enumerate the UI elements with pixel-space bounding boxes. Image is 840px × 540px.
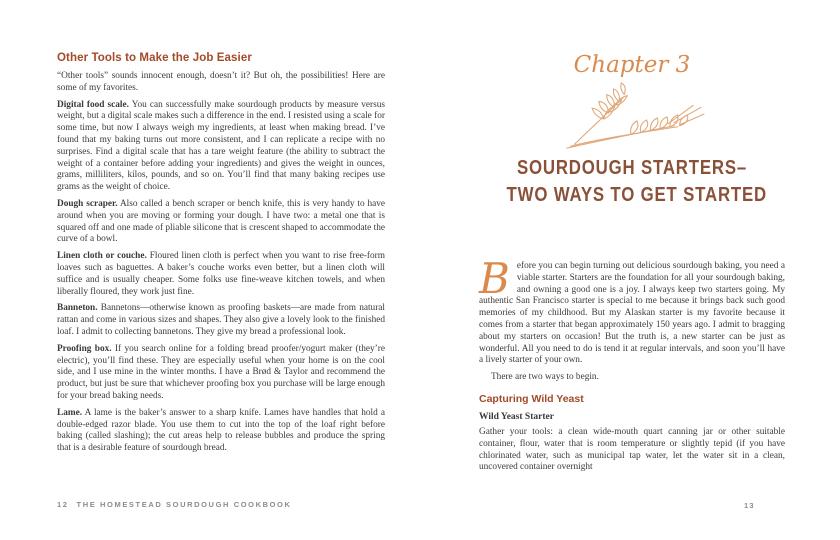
entry-text: Floured linen cloth is perfect when you want to rise free-form loaves such as baguettes. A baker’s couche works even better, but a linen cloth will suffice and is usually cheaper. Some folks use fine-weave kitchen towels, and when liberally floured, they work just fine. (57, 251, 385, 297)
chapter-title-line2: TWO WAYS TO GET STARTED (506, 183, 767, 206)
entry-lame (57, 408, 385, 455)
entry-linen-cloth (57, 251, 385, 298)
gather-tools-paragraph: Gather your tools: a clean wide-mouth quart canning jar or other suitable container, flour, water that is room temperature or slightly tepid (if you have chlorinated water, such as municipal tap water, let the water sit in a clean, uncovered container overnight (479, 426, 785, 473)
entry-text: You can successfully make sourdough products by measure versus weight, but a digital scale makes such a difference in the end. I resisted using a scale for some time, but now I always weigh my ingredients, at least when making bread. I’ve found that my baking turns out more consistent, and I can replicate a recipe with no surprises. Find a digital scale that has a tare weight feature (the ability to subtract the weight of a container before adding your ingredients) and gives the weight in ounces, grams, milliliters, kilos, pounds, and so on. You’ll find that many baking recipes use grams as the weight of choice. (57, 99, 385, 193)
entry-dough-scraper (57, 199, 385, 246)
entry-term: Linen cloth or couche. (57, 251, 147, 262)
entry-text: If you search online for a folding bread proofer/yogurt maker (they’re electric), you’ll find these. They are especially useful when your home is on the cool side, and I use mine in the winter months. I have a Brød & Taylor and recommend the product, but just be sure that whichever proofing box you purchase will be large enough for your bread baking needs. (57, 343, 385, 401)
left-page-number: 12 (57, 500, 69, 509)
left-page-heading: Other Tools to Make the Job Easier (57, 52, 252, 64)
entry-term: Banneton. (57, 303, 98, 314)
entry-banneton (57, 303, 385, 338)
entry-proofing-box (57, 344, 385, 403)
entry-term: Digital food scale. (57, 99, 129, 110)
right-page-column (479, 254, 785, 474)
entry-text: A lame is the baker’s answer to a sharp knife. Lames have handles that hold a double-edged razor blade. You use them to cut into the top of the loaf right before baking (called slashing); the cut areas help to release bubbles and produce the spring that is a desirable feature of sourdough bread. (57, 407, 385, 454)
entry-term: Dough scraper. (57, 198, 118, 209)
entry-text: Also called a bench scraper or bench knife, this is very handy to have around when you are moving or forming your dough. I have two: a metal one that is squared off and one made of pliable silicone that is crescent shaped to accommodate the curve of a bowl. (57, 198, 385, 245)
entry-term: Lame. (57, 407, 83, 418)
entry-digital-food-scale (57, 100, 385, 194)
dropcap-letter: B (479, 254, 510, 303)
chapter-intro-paragraph (479, 254, 785, 367)
section-heading: Capturing Wild Yeast (479, 392, 584, 405)
chapter-intro-text: efore you can begin turning out delicious sourdough baking, you need a viable starter. Starters are the foundation for all your sourdough baking, and owning a good one is a joy. I always keep two starters going. My authentic San Francisco starter is special to me because it brings back such good memories of my childhood. But my Alaskan starter is my favorite because it comes from a starter that began approximately 150 years ago. I admit to bragging about my starters on occasion! But the truth is, a new starter can be just as wonderful. All you need to do is tend it at regular intervals, and soon you’ll have a lively starter of your own. (479, 261, 785, 366)
chapter-title (479, 154, 785, 208)
right-page-number: 13 (744, 501, 755, 510)
chapter-header (479, 52, 785, 208)
running-book-title: THE HOMESTEAD SOURDOUGH COOKBOOK (76, 500, 292, 509)
left-page-footer (57, 500, 292, 509)
entry-term: Proofing box. (57, 343, 112, 354)
chapter-title-line1: SOURDOUGH STARTERS– (516, 156, 748, 179)
left-page-column (57, 52, 385, 460)
wheat-stalks-icon (557, 82, 707, 152)
two-ways-paragraph: There are two ways to begin. (491, 372, 599, 383)
entry-text: Bannetons—otherwise known as proofing baskets—are made from natural rattan and come in various sizes and shapes. They also give a lovely look to the finished loaf. I admit to collecting bannetons. They give my bread a professional look. (57, 303, 386, 337)
chapter-number-label: Chapter 3 (573, 52, 691, 78)
recipe-subheading: Wild Yeast Starter (479, 411, 554, 422)
left-intro-paragraph: “Other tools” sounds innocent enough, doesn’t it? But oh, the possibilities! Here are some of my favorites. (57, 71, 385, 93)
